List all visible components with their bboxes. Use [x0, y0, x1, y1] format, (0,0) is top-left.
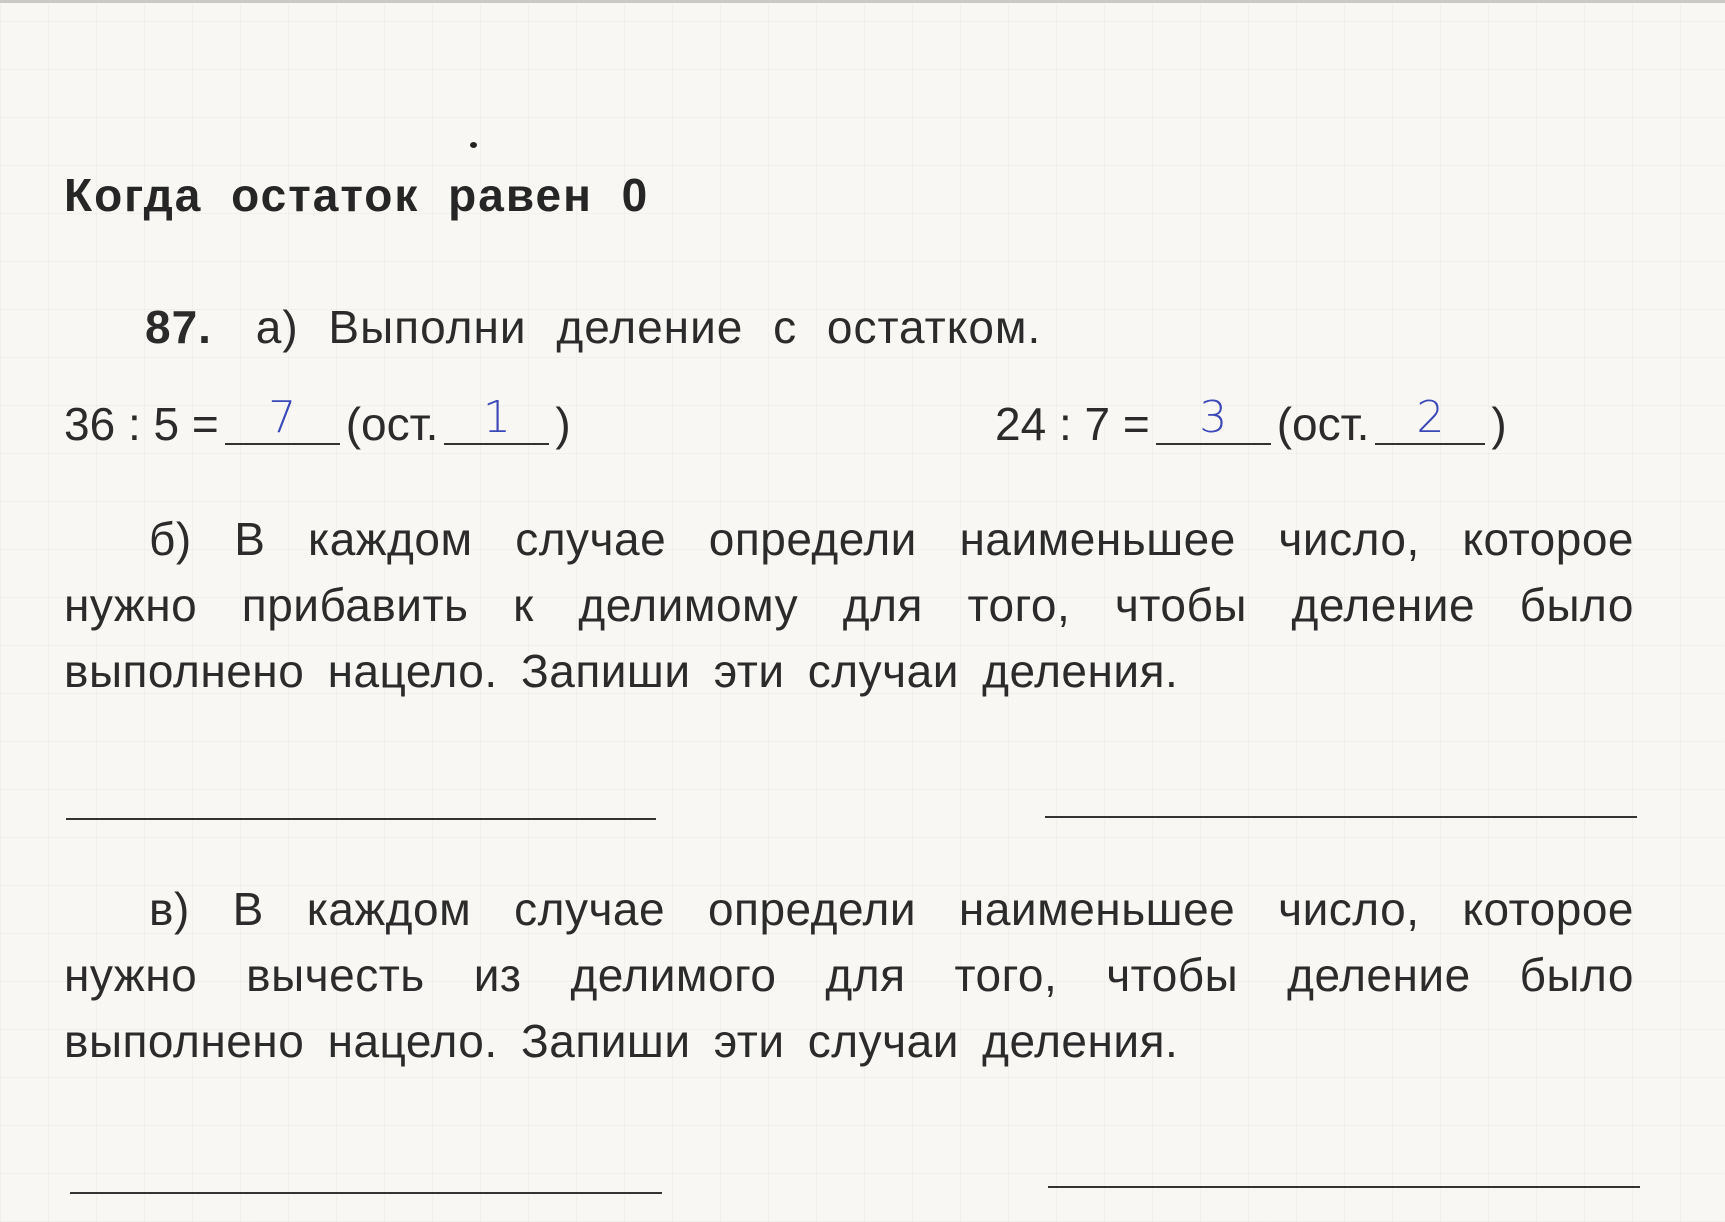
answer-line-c-right[interactable] [1048, 1186, 1640, 1188]
ink-dot [470, 142, 477, 148]
section-heading: Когда остаток равен 0 [64, 169, 650, 221]
remainder-open: (ост. [1276, 398, 1370, 450]
answer-line-c-left[interactable] [70, 1192, 662, 1194]
task-part-b [64, 506, 1634, 704]
equation-expression: 24 : 7 = [995, 398, 1150, 450]
task-number: 87. [145, 301, 212, 353]
remainder-close: ) [555, 398, 571, 450]
handwritten-remainder: 1 [482, 392, 511, 443]
task-87-header [145, 300, 1041, 354]
handwritten-quotient: 7 [268, 392, 297, 443]
task-part-c [64, 876, 1634, 1074]
equation-2 [995, 392, 1507, 451]
remainder-answer-field[interactable] [444, 392, 549, 445]
task-part-a: а) Выполни деление с остатком. [255, 301, 1042, 353]
part-c-text: в) В каждом случае определи наименьшее число, которое нужно вычесть из делимого для того, чтобы деление было выполнено нацело. Запиши эти случаи деления. [64, 883, 1634, 1067]
equation-1 [64, 392, 571, 451]
answer-line-b-right[interactable] [1045, 816, 1637, 818]
handwritten-remainder: 2 [1416, 392, 1445, 443]
remainder-close: ) [1491, 398, 1507, 450]
quotient-answer-field[interactable] [225, 392, 340, 445]
remainder-answer-field[interactable] [1375, 392, 1485, 445]
part-b-text: б) В каждом случае определи наименьшее число, которое нужно прибавить к делимому для того, чтобы деление было выполнено нацело. Запиши эти случаи деления. [64, 513, 1634, 697]
handwritten-quotient: 3 [1199, 392, 1228, 443]
page-top-edge [0, 0, 1725, 3]
remainder-open: (ост. [345, 398, 439, 450]
quotient-answer-field[interactable] [1156, 392, 1271, 445]
equation-expression: 36 : 5 = [64, 398, 219, 450]
answer-line-b-left[interactable] [66, 818, 656, 820]
